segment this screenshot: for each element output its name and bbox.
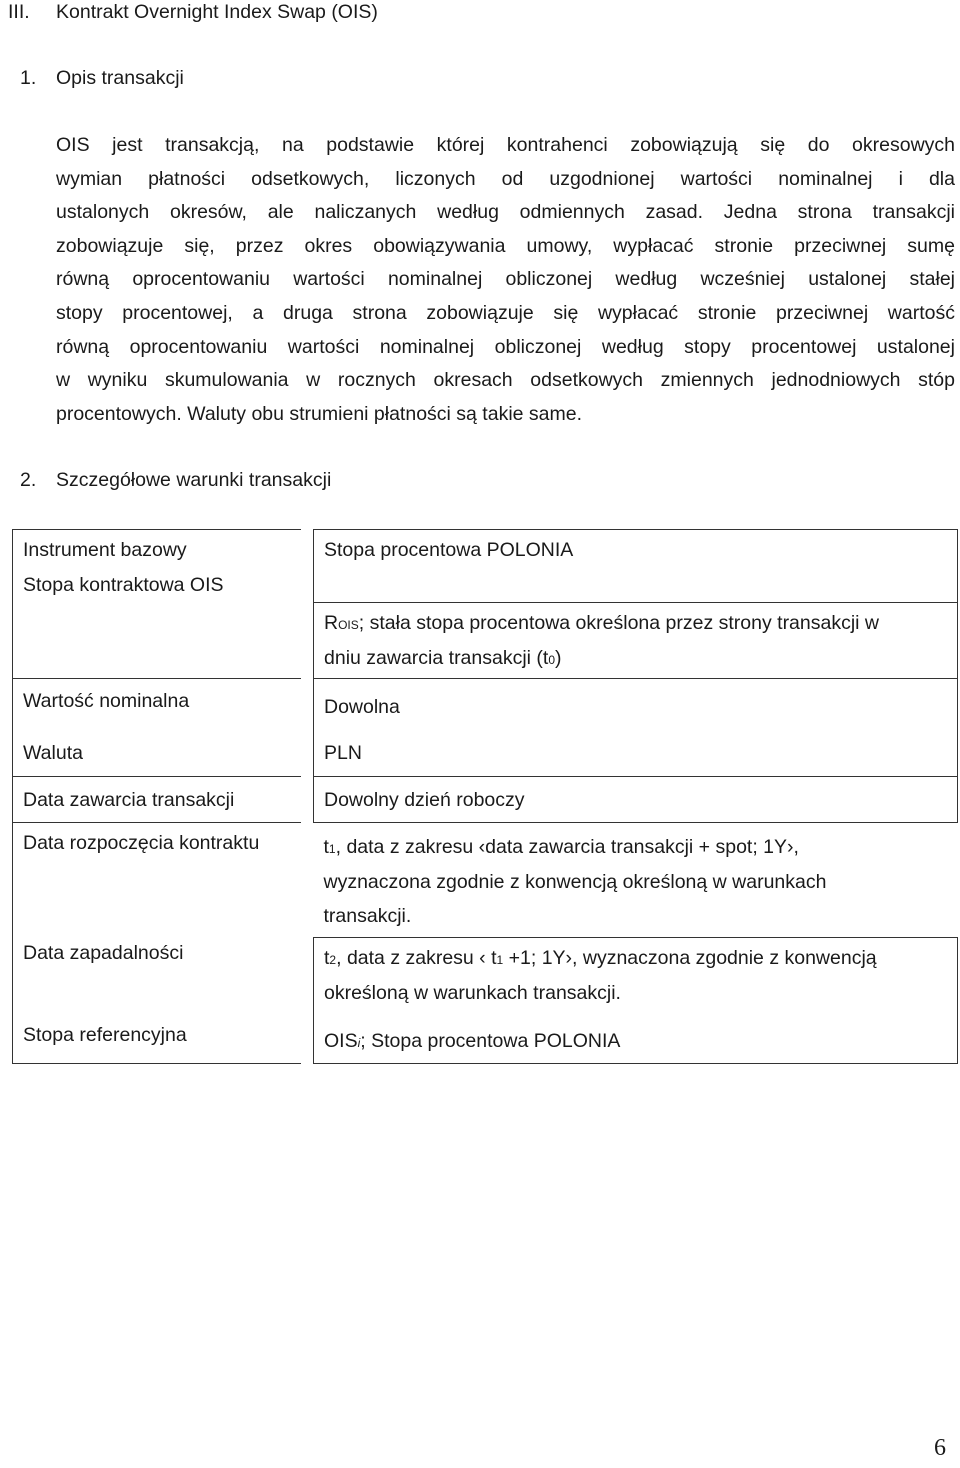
- section-heading: [8, 1, 378, 24]
- subsection-heading-1: [20, 67, 184, 90]
- value-cell: [314, 530, 958, 603]
- label-data-zapadalnosci: Data zapadalności: [23, 942, 184, 965]
- paragraph-line: stopy procentowej, a druga strona zobowiązuje się wypłacać stronie przeciwnej wartość: [56, 301, 955, 324]
- label-cell: [13, 937, 302, 1063]
- table-row: [13, 678, 958, 776]
- label-cell: [13, 530, 302, 603]
- section-title: Kontrakt Overnight Index Swap (OIS): [56, 1, 378, 23]
- value-stopa: ROIS; stała stopa procentowa określona przez strony transakcji w: [324, 611, 880, 634]
- label-instrument: Instrument bazowy: [23, 539, 187, 561]
- label-stopa-referencyjna: Stopa referencyjna: [23, 1023, 187, 1046]
- value-data-zapadalnosci: t2, data z zakresu ‹ t1 +1; 1Y›, wyznaczona zgodnie z konwencją: [324, 946, 877, 969]
- value-data-rozpoczecia-line3: transakcji.: [323, 905, 412, 928]
- value-cell: [314, 602, 958, 678]
- label-waluta: Waluta: [23, 742, 83, 765]
- page-number: 6: [934, 1435, 946, 1461]
- table-row: [13, 602, 958, 678]
- subsection-number: 1.: [20, 67, 37, 89]
- value-cell: [314, 822, 958, 937]
- value-stopa-referencyjna: OISi; Stopa procentowa POLONIA: [324, 1030, 621, 1053]
- table-row: [13, 530, 958, 603]
- subsection-heading-2: [20, 469, 331, 492]
- label-cell: [13, 776, 302, 822]
- paragraph-line: OIS jest transakcją, na podstawie której kontrahenci zobowiązują się do okresowych: [56, 134, 955, 156]
- value-nominal: Dowolna: [324, 695, 400, 718]
- description-paragraph: [56, 129, 955, 431]
- terms-table: [12, 529, 958, 1064]
- table-row: [13, 822, 958, 937]
- value-data-zawarcia: Dowolny dzień roboczy: [324, 788, 525, 811]
- paragraph-line: zobowiązuje się, przez okres obowiązywania umowy, wypłacać stronie przeciwnej sumę: [56, 234, 955, 257]
- paragraph-line: procentowych. Waluty obu strumieni płatności są takie same.: [56, 402, 583, 425]
- label-data-zawarcia: Data zawarcia transakcji: [23, 788, 235, 811]
- paragraph-line: w wyniku skumulowania w rocznych okresach odsetkowych zmiennych jednodniowych stóp: [56, 369, 955, 392]
- paragraph-line: równą oprocentowaniu wartości nominalnej obliczonej według wcześniej ustalonej stałej: [56, 268, 955, 291]
- paragraph-line: ustalonych okresów, ale naliczanych według odmiennych zasad. Jedna strona transakcji: [56, 201, 955, 224]
- section-numeral: III.: [8, 1, 30, 23]
- paragraph-line: wymian płatności odsetkowych, liczonych od uzgodnionej wartości nominalnej i dla: [56, 167, 955, 190]
- value-data-zapadalnosci-line2: określoną w warunkach transakcji.: [324, 982, 621, 1005]
- subsection-number: 2.: [20, 469, 37, 491]
- paragraph-line: równą oprocentowaniu wartości nominalnej obliczonej według stopy procentowej ustalonej: [56, 335, 955, 358]
- value-data-rozpoczecia: t1, data z zakresu ‹data zawarcia transakcji + spot; 1Y›,: [323, 835, 799, 858]
- table-row: [13, 776, 958, 822]
- value-stopa-line2: dniu zawarcia transakcji (t0): [324, 647, 562, 670]
- label-stopa: Stopa kontraktowa OIS: [23, 573, 224, 596]
- label-data-rozpoczecia: Data rozpoczęcia kontraktu: [23, 831, 260, 854]
- value-cell: [314, 937, 958, 1063]
- value-cell: [314, 678, 958, 776]
- label-cell: [13, 822, 302, 937]
- value-data-rozpoczecia-line2: wyznaczona zgodnie z konwencją określoną w warunkach: [323, 871, 827, 894]
- label-cell: [13, 678, 302, 776]
- label-nominal: Wartość nominalna: [23, 689, 190, 712]
- value-waluta: PLN: [324, 742, 362, 765]
- subsection-title: Opis transakcji: [56, 67, 184, 89]
- table-row: [13, 937, 958, 1063]
- subsection-title: Szczegółowe warunki transakcji: [56, 469, 332, 491]
- value-instrument: Stopa procentowa POLONIA: [324, 539, 574, 561]
- value-cell: [314, 776, 958, 822]
